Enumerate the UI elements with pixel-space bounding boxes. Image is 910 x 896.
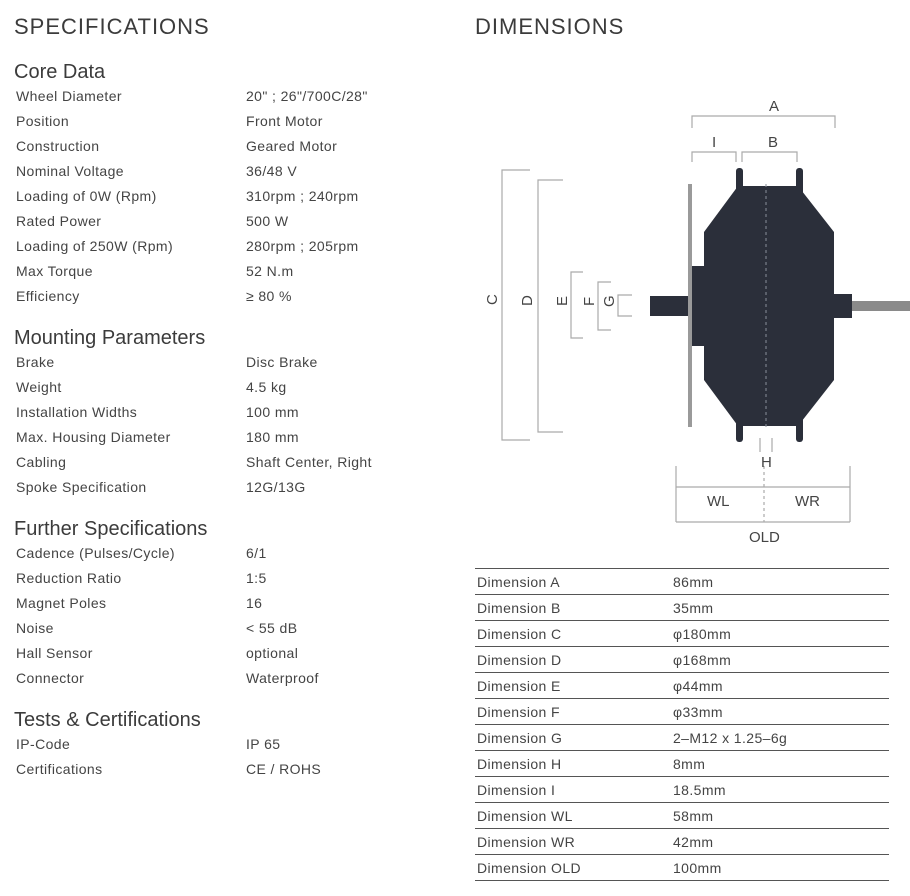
dimension-label: Dimension WL: [477, 808, 573, 824]
spec-row: [16, 645, 456, 670]
spec-label: Installation Widths: [16, 404, 138, 420]
dimension-value: φ168mm: [673, 652, 732, 668]
dimension-label: Dimension G: [477, 730, 563, 746]
spec-value: optional: [246, 645, 299, 661]
spec-label: Position: [16, 113, 70, 129]
label-a: A: [769, 98, 780, 115]
label-f: F: [581, 296, 598, 306]
spec-label: Noise: [16, 620, 54, 636]
section-title-further-specifications: Further Specifications: [14, 518, 208, 540]
table-row: [475, 777, 889, 803]
spec-label: Weight: [16, 379, 62, 395]
table-row: [475, 647, 889, 673]
spec-value: 52 N.m: [246, 263, 294, 279]
spec-label: IP-Code: [16, 736, 71, 752]
table-row: [475, 829, 889, 855]
spec-row: [16, 188, 456, 213]
spec-value: 4.5 kg: [246, 379, 287, 395]
spec-label: Max. Housing Diameter: [16, 429, 171, 445]
label-old: OLD: [749, 529, 780, 546]
dimension-label: Dimension B: [477, 600, 561, 616]
spec-value: IP 65: [246, 736, 281, 752]
spec-row: [16, 595, 456, 620]
dimension-label: Dimension H: [477, 756, 562, 772]
label-d: D: [519, 295, 536, 306]
dimension-value: 42mm: [673, 834, 714, 850]
right-flange: [796, 168, 803, 442]
spec-label: Construction: [16, 138, 100, 154]
spec-value: 100 mm: [246, 404, 299, 420]
spec-label: Connector: [16, 670, 85, 686]
spec-row: [16, 379, 456, 404]
spec-row: [16, 545, 456, 570]
table-row: [475, 595, 889, 621]
spec-value: 16: [246, 595, 263, 611]
spec-label: Cadence (Pulses/Cycle): [16, 545, 175, 561]
spec-row: [16, 238, 456, 263]
label-c: C: [484, 294, 501, 305]
dimension-label: Dimension D: [477, 652, 562, 668]
spec-label: Brake: [16, 354, 55, 370]
dimension-label: Dimension OLD: [477, 860, 582, 876]
spec-row: [16, 479, 456, 504]
table-row: [475, 621, 889, 647]
spec-row: [16, 163, 456, 188]
spec-label: Magnet Poles: [16, 595, 107, 611]
spec-row: [16, 354, 456, 379]
spec-row: [16, 288, 456, 313]
spec-value: < 55 dB: [246, 620, 298, 636]
spec-row: [16, 429, 456, 454]
spec-row: [16, 113, 456, 138]
section-title-mounting-parameters: Mounting Parameters: [14, 327, 206, 349]
spec-value: Waterproof: [246, 670, 319, 686]
hub-motor-dimension-diagram: [470, 88, 910, 553]
table-row: [475, 699, 889, 725]
axle-cable: [852, 301, 910, 311]
spec-label: Rated Power: [16, 213, 102, 229]
spec-row: [16, 670, 456, 695]
dimension-value: 8mm: [673, 756, 706, 772]
axle-left: [650, 296, 690, 316]
dimension-label: Dimension I: [477, 782, 556, 798]
table-row: [475, 855, 889, 881]
dimension-value: φ180mm: [673, 626, 732, 642]
label-g: G: [601, 295, 618, 307]
dimension-value: 100mm: [673, 860, 722, 876]
spec-value: 6/1: [246, 545, 267, 561]
brake-disc: [688, 184, 692, 427]
section-title-core-data: Core Data: [14, 61, 106, 83]
spec-label: Spoke Specification: [16, 479, 147, 495]
spec-value: Geared Motor: [246, 138, 338, 154]
spec-row: [16, 263, 456, 288]
spec-value: 12G/13G: [246, 479, 306, 495]
dimension-value: φ33mm: [673, 704, 723, 720]
spec-value: CE / ROHS: [246, 761, 322, 777]
section-title-tests-certifications: Tests & Certifications: [14, 709, 201, 731]
dimension-label: Dimension F: [477, 704, 560, 720]
spec-row: [16, 88, 456, 113]
label-wr: WR: [795, 493, 820, 510]
table-row: [475, 751, 889, 777]
dimensions-heading: DIMENSIONS: [475, 14, 625, 39]
spec-value: 180 mm: [246, 429, 299, 445]
spec-row: [16, 736, 456, 761]
label-e: E: [554, 295, 571, 306]
spec-value: 500 W: [246, 213, 289, 229]
spec-label: Max Torque: [16, 263, 93, 279]
spec-value: Disc Brake: [246, 354, 318, 370]
label-b: B: [768, 134, 779, 151]
dimension-value: φ44mm: [673, 678, 723, 694]
dimension-value: 35mm: [673, 600, 714, 616]
spec-value: 1:5: [246, 570, 267, 586]
dimension-value: 58mm: [673, 808, 714, 824]
spec-label: Efficiency: [16, 288, 80, 304]
spec-value: ≥ 80 %: [246, 288, 292, 304]
left-flange: [736, 168, 743, 442]
spec-row: [16, 620, 456, 645]
spec-value: 280rpm ; 205rpm: [246, 238, 359, 254]
spec-label: Reduction Ratio: [16, 570, 122, 586]
dimension-label: Dimension A: [477, 574, 560, 590]
spec-value: 20" ; 26"/700C/28": [246, 88, 368, 104]
spec-row: [16, 761, 456, 786]
spec-row: [16, 570, 456, 595]
spec-value: 36/48 V: [246, 163, 298, 179]
label-i: I: [712, 134, 717, 151]
disc-adapter: [692, 266, 706, 346]
spec-row: [16, 213, 456, 238]
spec-label: Hall Sensor: [16, 645, 93, 661]
spec-row: [16, 454, 456, 479]
table-row: [475, 569, 889, 595]
dimension-label: Dimension C: [477, 626, 562, 642]
dimension-label: Dimension WR: [477, 834, 576, 850]
table-row: [475, 803, 889, 829]
spec-label: Nominal Voltage: [16, 163, 124, 179]
spec-label: Cabling: [16, 454, 67, 470]
specifications-heading: SPECIFICATIONS: [14, 14, 210, 39]
dimension-value: 2–M12 x 1.25–6g: [673, 730, 788, 746]
label-wl: WL: [707, 493, 730, 510]
spec-label: Certifications: [16, 761, 103, 777]
spec-value: Shaft Center, Right: [246, 454, 372, 470]
spec-value: Front Motor: [246, 113, 323, 129]
dimensions-table: [475, 568, 889, 881]
motor-housing: [704, 186, 834, 426]
spec-label: Wheel Diameter: [16, 88, 122, 104]
spec-label: Loading of 0W (Rpm): [16, 188, 157, 204]
dimension-value: 86mm: [673, 574, 714, 590]
dimension-label: Dimension E: [477, 678, 561, 694]
dimension-value: 18.5mm: [673, 782, 726, 798]
spec-row: [16, 404, 456, 429]
table-row: [475, 725, 889, 751]
table-row: [475, 673, 889, 699]
spec-label: Loading of 250W (Rpm): [16, 238, 174, 254]
spec-value: 310rpm ; 240rpm: [246, 188, 359, 204]
spec-row: [16, 138, 456, 163]
label-h: H: [761, 454, 772, 471]
